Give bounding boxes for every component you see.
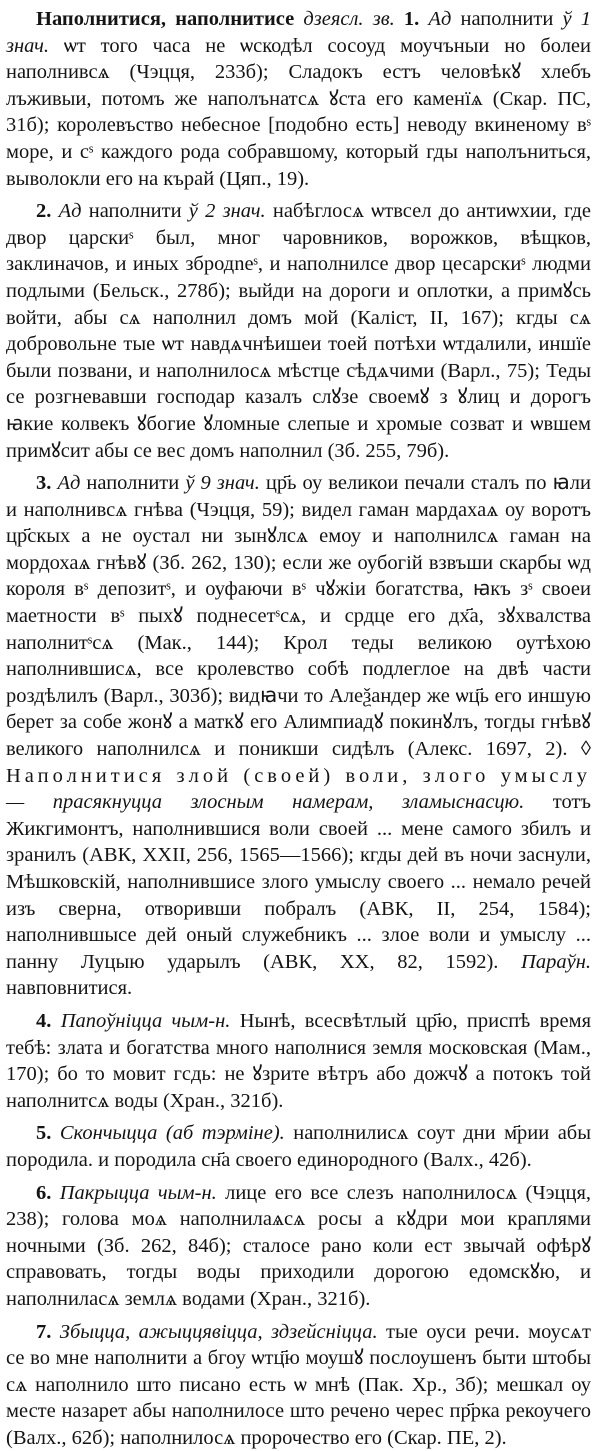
sense-paragraph xyxy=(6,1180,591,1313)
sense-paragraph xyxy=(6,1008,591,1114)
sense-paragraph xyxy=(6,6,591,192)
italic-text: Папоўніцца чым-н. xyxy=(61,1010,240,1032)
italic-text: ў 1 знач. xyxy=(6,8,591,57)
sense-paragraph xyxy=(6,1120,591,1173)
italic-text: ў 2 знач. xyxy=(189,200,273,222)
bold-text: 3. xyxy=(36,472,57,494)
italic-text: Пакрыцца чым-н. xyxy=(60,1182,225,1204)
plain-text: набѣглосѧ ѡтвсел до антиѡхии, где двор царскиˢ был, мног чаровников, ворожков, вѣщков, заклиначов, и иных збродneˢ, и наполнилсе двор цесарскиˢ людми подлыми (Бельск., 278б); выйди на дороги и оплотки, а примꙋсь войти, абы сѧ наполнил домъ мой (Каліст, II, 167); кгды сѧ добровольне тые ѡт навдѧчнѣишеи тоей потѣхи ѡтдалили, иншїе были позвани, и наполнилосѧ мѣстце сѣдѧчими (Варл., 75); Теды се розгневавши господар казалъ слꙋзе своемꙋ з ꙋлиц и дорогъ ꙗкие колвекъ ꙋбогие ꙋломные слепые и хромые созват и ѡвшем примꙋсит абы се вес домъ наполнил (Зб. 255, 79б). xyxy=(6,200,591,461)
plain-text: тые оуси речи. моусѧт се во мне наполнити а бгоу ѡтц҃ю моушꙋ послоушенъ быти штобы сѧ наполнило што писано есть ѡ мнѣ (Пак. Хр., 3б); мешкал оу месте назарет абы наполнилосе што речено черес пр҃рка рекоучего (Валх., 62б); наполнилосѧ пророчество его (Скар. ПЕ, 2). xyxy=(6,1321,591,1449)
bold-text: 6. xyxy=(36,1182,60,1204)
plain-text: навповнитися. xyxy=(6,977,132,999)
plain-text: цр҃ь оу великои печали сталъ по ꙗли и наполнивсѧ гнѣва (Чэцця, 59); видел гаман мардахаѧ оу воротъ цр҃скых а не оустал ни зынꙋлсѧ емоу и наполнилсѧ гаман на мордохаѧ гнѣвꙋ (Зб. 262, 130); если же оубогій взвъши скарбы ѡд короля вˢ депозитˢ, и оуфаючи вˢ чꙋжіи богатства, ꙗкъ зˢ своеи маетности вˢ пыхꙋ поднесетˢсѧ, и срдце его дх҃а, зꙋхвалства наполнитˢсѧ (Мак., 144); Крол теды великою оутѣхою наполнившисѧ, все кролевство собѣ подлеглое на двѣ части роздѣлилъ (Варл., 303б); видꙗчи то Алеѯандер же ѡц҃ь его иншую берет за собе жонꙋ а маткꙋ его Алимпиадꙋ покинꙋлъ, тогды гнѣвꙋ великого наполнилсѧ и поникши сидѣлъ (Алекс. 1697, 2). ◊ xyxy=(6,472,591,760)
plain-text: наполнити xyxy=(460,8,562,30)
italic-text: Ад xyxy=(57,472,86,494)
bold-text: 7. xyxy=(36,1321,60,1343)
plain-text: наполнилисѧ соут дни м҃рии абы породила. и породила сн҃а своего единородного (Валх., 42б). xyxy=(6,1122,591,1171)
dictionary-entry xyxy=(6,6,591,1451)
sense-paragraph xyxy=(6,470,591,1002)
spaced-phrase: Наполнитися злой (своей) воли, злого умыслу xyxy=(6,765,591,787)
plain-text: ѡт того часа не ѡскодѣл сосоуд моучъныи но болеи наполнивсѧ (Чэцця, 233б); Сладокъ естъ человѣкꙋ хлебъ лъживыи, потомъ же наполънатсѧ ꙋста его каменїѧ (Скар. ПС, 31б); королевъство небесное [подобно есть] неводу вкиненому вˢ море, и сˢ каждого рода собравшому, который гды наполъниться, выволокли его на кърай (Цяп., 19). xyxy=(6,35,591,190)
plain-text: Нынѣ, всесвѣтлый цр҃ю, приспѣ время тебѣ: злата и богатства много наполнися земля московская (Мам., 170); бо то мовит гсдь: не ꙋзрите вѣтръ або дожчꙋ а потокъ той наполнитсѧ воды (Хран., 321б). xyxy=(6,1010,591,1112)
plain-text: наполнити xyxy=(86,472,185,494)
bold-text: Наполнитися, наполнитисе xyxy=(36,8,303,30)
plain-text: лице его все слезъ наполнилосѧ (Чэцця, 238); голова моѧ наполнилаѧсѧ росы а кꙋдри мои краплями ночными (Зб. 262, 84б); сталосе рано коли ест звычай офѣрꙋ справовать, тогды воды приходили дорогою едомскꙋю, и наполниласѧ землѧ водами (Хран., 321б). xyxy=(6,1182,591,1310)
sense-paragraph xyxy=(6,198,591,464)
bold-text: 5. xyxy=(36,1122,60,1144)
italic-text: Скончыцца (аб тэрміне). xyxy=(60,1122,293,1144)
plain-text: наполнити xyxy=(89,200,189,222)
bold-text: 2. xyxy=(36,200,59,222)
italic-text: Ад xyxy=(59,200,89,222)
italic-text: Параўн. xyxy=(521,951,591,973)
italic-text: Збыцца, ажыццявіцца, здзейсніцца. xyxy=(60,1321,386,1343)
plain-text: тотъ Жикгимонтъ, наполнившися воли своей ... мене самого збилъ и зранилъ (АВК, XXII, 256, 1565—1566); кгды дей въ ночи заснули, Мѣшковскій, наполнившисе злого умыслу своего ... немало речей изъ сверна, отворивши побралъ (АВК, II, 254, 1584); наполнившысе дей оный служебникъ ... злое воли и умыслу ... панну Луцыю ударылъ (АВК, XX, 82, 1592). xyxy=(6,791,591,973)
italic-text: дзеясл. зв. xyxy=(303,8,404,30)
bold-text: 4. xyxy=(36,1010,61,1032)
bold-text: 1. xyxy=(404,8,429,30)
italic-text: — прасякнуцца злосным намерам, зламыснасцю. xyxy=(6,791,553,813)
italic-text: ў 9 знач. xyxy=(185,472,266,494)
italic-text: Ад xyxy=(428,8,460,30)
sense-paragraph xyxy=(6,1319,591,1451)
